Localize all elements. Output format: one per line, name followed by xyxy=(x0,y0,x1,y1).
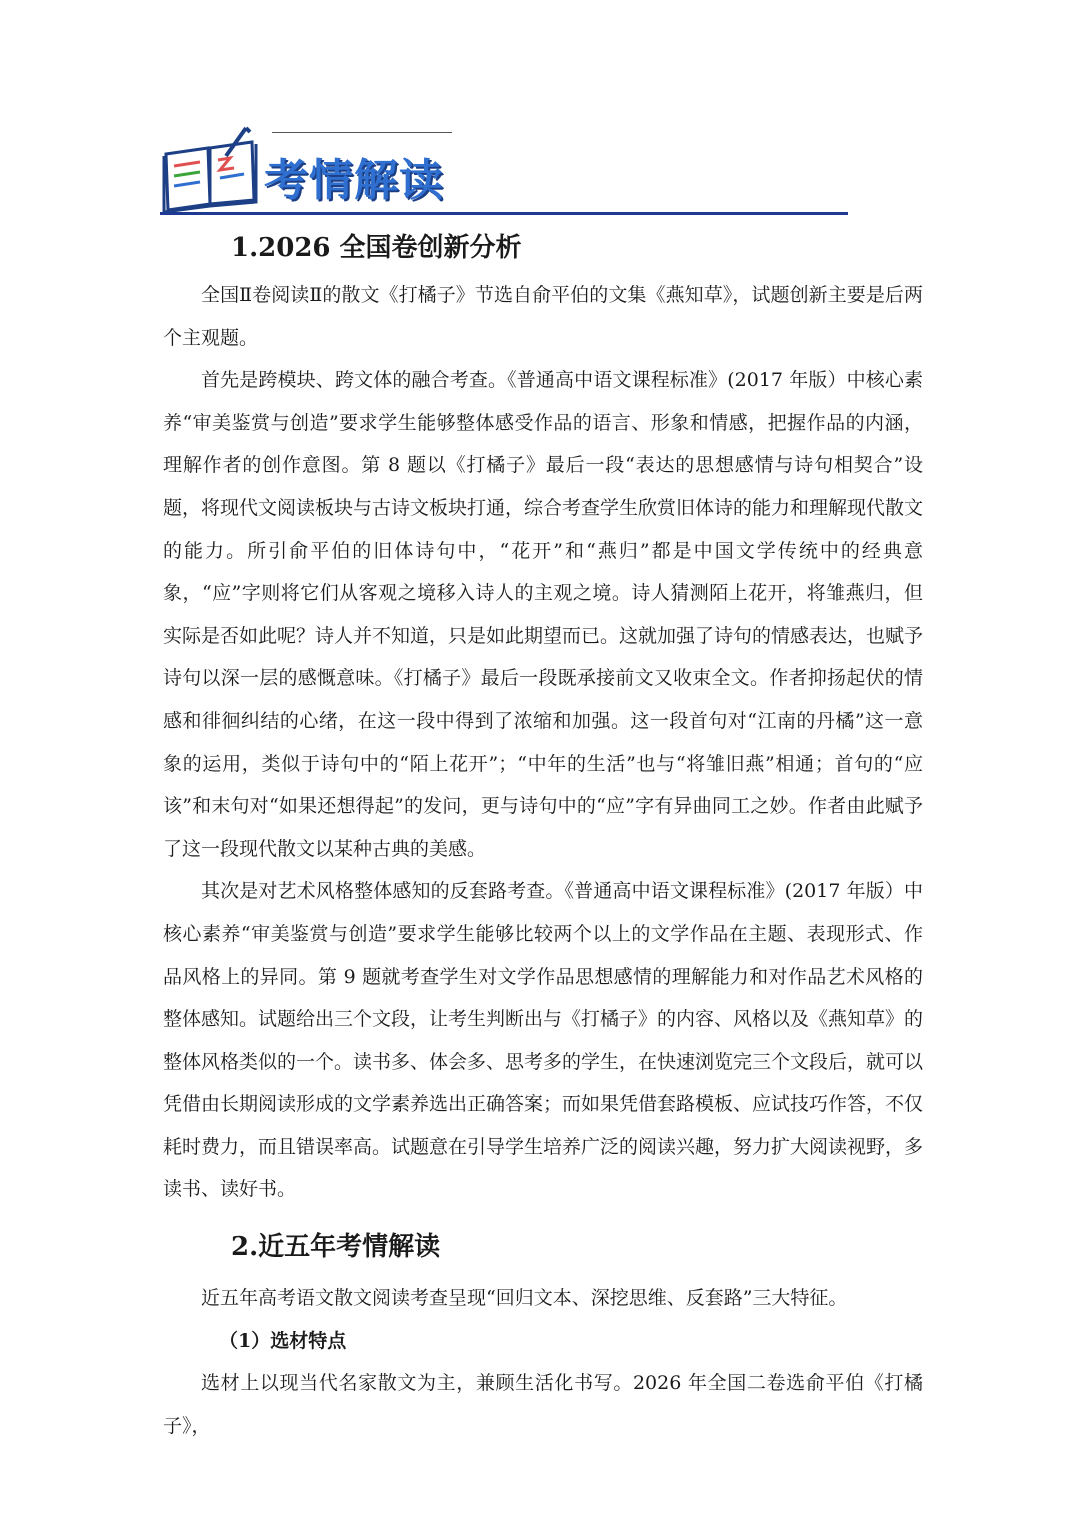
article-body xyxy=(163,222,923,1447)
paragraph-cross-module: 首先是跨模块、跨文体的融合考查。《普通高中语文课程标准》(2017 年版）中核心素养“审美鉴赏与创造”要求学生能够整体感受作品的语言、形象和情感，把握作品的内涵，理解作者的创作意图。第 8 题以《打橘子》最后一段“表达的思想感情与诗句相契合”设题，将现代文阅读板块与古诗文板块打通，综合考查学生欣赏旧体诗的能力和理解现代散文的能力。所引俞平伯的旧体诗句中，“花开”和“燕归”都是中国文学传统中的经典意象，“应”字则将它们从客观之境移入诗人的主观之境。诗人猜测陌上花开，将雏燕归，但实际是否如此呢？诗人并不知道，只是如此期望而已。这就加强了诗句的情感表达，也赋予诗句以深一层的感慨意味。《打橘子》最后一段既承接前文又收束全文。作者抑扬起伏的情感和徘徊纠结的心绪，在这一段中得到了浓缩和加强。这一段首句对“江南的丹橘”这一意象的运用，类似于诗句中的“陌上花开”；“中年的生活”也与“将雏旧燕”相通；首句的“应该”和末句对“如果还想得起”的发问，更与诗句中的“应”字有异曲同工之妙。作者由此赋予了这一段现代散文以某种古典的美感。 xyxy=(163,369,924,860)
paragraph-intro: 全国Ⅱ卷阅读Ⅱ的散文《打橘子》节选自俞平伯的文集《燕知草》，试题创新主要是后两个主观题。 xyxy=(163,284,923,349)
header-divider xyxy=(160,212,848,215)
section-heading-five-years: 2.近五年考情解读 xyxy=(231,1232,441,1263)
paragraph-five-years-intro: 近五年高考语文散文阅读考查呈现“回归文本、深挖思维、反套路”三大特征。 xyxy=(201,1287,848,1310)
paragraph-material: 选材上以现当代名家散文为主，兼顾生活化书写。2026 年全国二卷选俞平伯《打橘子》， xyxy=(163,1372,923,1437)
title-decor-line xyxy=(272,132,452,133)
page-header xyxy=(160,122,860,222)
page-header-title: 考情解读 xyxy=(264,155,444,206)
open-book-icon xyxy=(160,126,260,212)
subheading-material: （1）选材特点 xyxy=(219,1329,347,1352)
paragraph-anti-routine: 其次是对艺术风格整体感知的反套路考查。《普通高中语文课程标准》(2017 年版）中核心素养“审美鉴赏与创造”要求学生能够比较两个以上的文学作品在主题、表现形式、作品风格上的异同。第 9 题就考查学生对文学作品思想感情的理解能力和对作品艺术风格的整体感知。试题给出三个文段，让考生判断出与《打橘子》的内容、风格以及《燕知草》的整体风格类似的一个。读书多、体会多、思考多的学生，在快速浏览完三个文段后，就可以凭借由长期阅读形成的文学素养选出正确答案；而如果凭借套路模板、应试技巧作答，不仅耗时费力，而且错误率高。试题意在引导学生培养广泛的阅读兴趣，努力扩大阅读视野，多读书、读好书。 xyxy=(163,880,924,1201)
section-heading-innovation: 1.2026 全国卷创新分析 xyxy=(231,233,522,263)
